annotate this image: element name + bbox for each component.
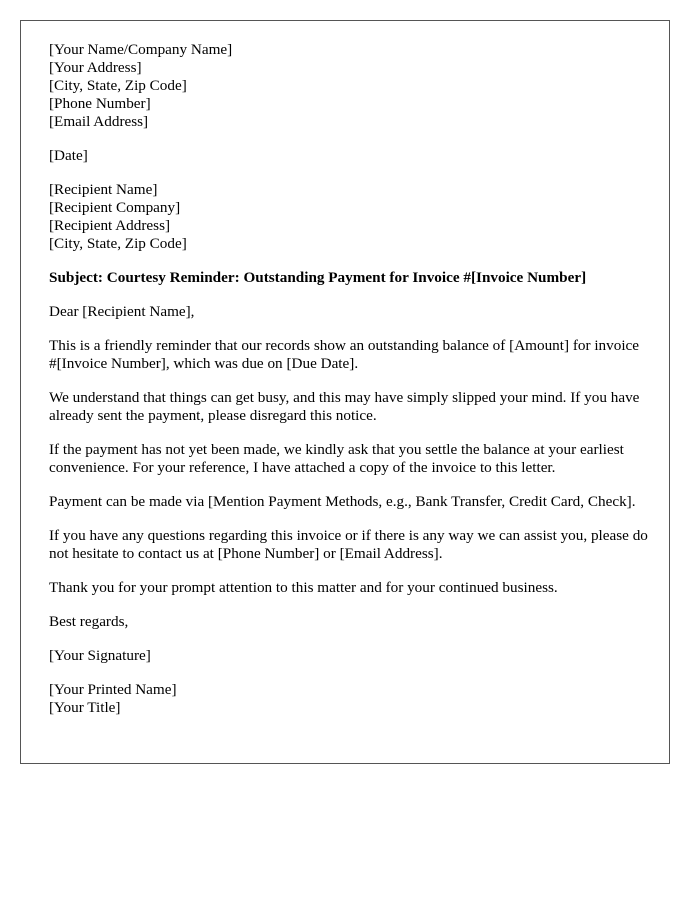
recipient-company: [Recipient Company] xyxy=(49,199,181,216)
recipient-city: [City, State, Zip Code] xyxy=(49,235,187,252)
paragraph-request: If the payment has not yet been made, we kindly ask that you settle the balance at your earliest convenience. For your reference, I have attached a copy of the invoice to this letter. xyxy=(49,441,624,476)
letter-document xyxy=(20,20,670,764)
paragraph-thanks: Thank you for your prompt attention to this matter and for your continued business. xyxy=(49,579,558,596)
recipient-name: [Recipient Name] xyxy=(49,181,158,198)
sender-name: [Your Name/Company Name] xyxy=(49,41,233,58)
sender-phone: [Phone Number] xyxy=(49,95,151,112)
sender-email: [Email Address] xyxy=(49,113,149,130)
signoff-block xyxy=(49,681,649,717)
letter-date: [Date] xyxy=(49,147,88,164)
date-block xyxy=(49,147,649,165)
signer-title: [Your Title] xyxy=(49,699,121,716)
paragraph-contact: If you have any questions regarding this invoice or if there is any way we can assist you, please do not hesitate to contact us at [Phone Number] or [Email Address]. xyxy=(49,527,648,562)
paragraph-understanding: We understand that things can get busy, and this may have simply slipped your mind. If you have already sent the payment, please disregard this notice. xyxy=(49,389,640,424)
recipient-block xyxy=(49,181,649,253)
recipient-address: [Recipient Address] xyxy=(49,217,171,234)
paragraph-payment-methods: Payment can be made via [Mention Payment Methods, e.g., Bank Transfer, Credit Card, Check]. xyxy=(49,493,636,510)
sender-address: [Your Address] xyxy=(49,59,142,76)
printed-name: [Your Printed Name] xyxy=(49,681,177,698)
sender-city: [City, State, Zip Code] xyxy=(49,77,187,94)
closing: Best regards, xyxy=(49,613,129,630)
signature: [Your Signature] xyxy=(49,647,151,664)
subject-line: Subject: Courtesy Reminder: Outstanding Payment for Invoice #[Invoice Number] xyxy=(49,269,587,286)
salutation: Dear [Recipient Name], xyxy=(49,303,195,320)
sender-block xyxy=(49,41,649,131)
paragraph-reminder: This is a friendly reminder that our records show an outstanding balance of [Amount] for invoice #[Invoice Number], which was due on [Due Date]. xyxy=(49,337,640,372)
